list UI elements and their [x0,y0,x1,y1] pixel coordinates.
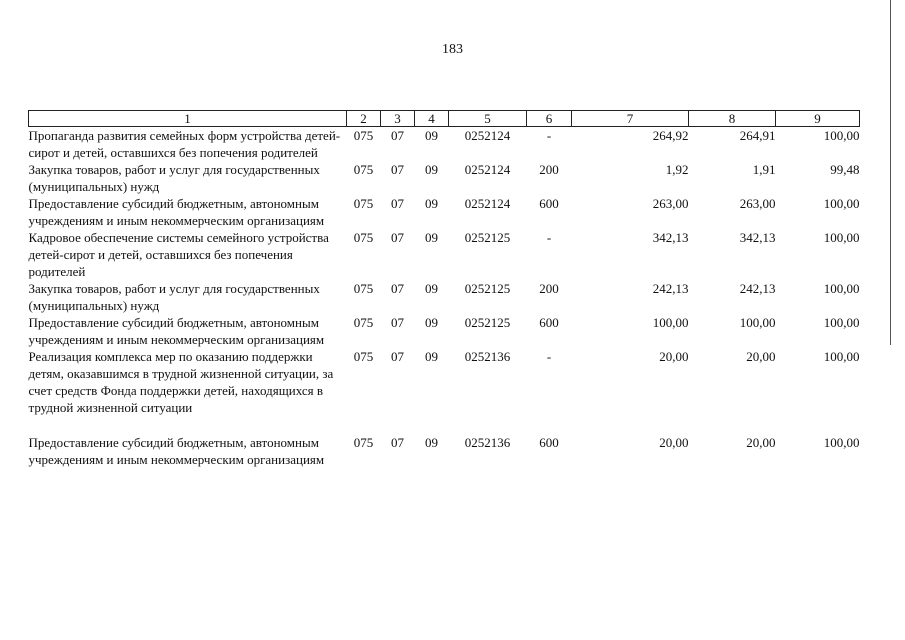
row-target-code: 0252125 [464,281,511,296]
row-subsection: 09 [425,196,438,211]
row-subsection: 09 [425,162,438,177]
header-col-3: 3 [381,111,415,127]
row-planned: 242,13 [652,281,689,296]
row-name: Пропаганда развития семейных форм устройства детей-сирот и детей, оставшихся без попечения родителей [28,128,341,160]
row-planned: 20,00 [659,435,689,450]
table-row [29,434,860,468]
row-planned: 20,00 [659,349,689,364]
row-target-code: 0252124 [464,196,511,211]
spacer-row [29,416,860,434]
row-subsection: 09 [425,315,438,330]
row-ministry-code: 075 [353,162,374,177]
row-expense-type: 600 [539,435,559,450]
row-expense-type: - [546,128,552,143]
row-section: 07 [391,128,404,143]
row-percent: 100,00 [823,128,860,143]
row-expense-type: 600 [539,315,559,330]
row-subsection: 09 [425,128,438,143]
row-target-code: 0252124 [464,162,511,177]
table-row [29,195,860,229]
row-target-code: 0252136 [464,349,511,364]
row-percent: 100,00 [823,230,860,245]
row-percent: 100,00 [823,349,860,364]
row-target-code: 0252136 [464,435,511,450]
row-planned: 264,92 [652,128,689,143]
row-name: Предоставление субсидий бюджетным, автономным учреждениям и иным некоммерческим организациям [28,315,325,347]
table-row [29,127,860,162]
row-ministry-code: 075 [353,281,374,296]
spacer-cell [29,416,860,434]
header-row [29,111,860,127]
row-executed: 20,00 [746,349,776,364]
row-ministry-code: 075 [353,230,374,245]
row-section: 07 [391,281,404,296]
table-row [29,348,860,416]
row-ministry-code: 075 [353,196,374,211]
row-percent: 100,00 [823,435,860,450]
row-executed: 1,91 [752,162,776,177]
row-subsection: 09 [425,349,438,364]
page-number: 183 [442,42,463,57]
row-subsection: 09 [425,281,438,296]
row-expense-type: - [546,230,552,245]
header-col-1: 1 [29,111,347,127]
row-name: Кадровое обеспечение системы семейного устройства детей-сирот и детей, оставшихся без попечения родителей [28,230,329,279]
row-executed: 242,13 [739,281,776,296]
header-col-7: 7 [572,111,689,127]
row-executed: 100,00 [739,315,776,330]
row-executed: 342,13 [739,230,776,245]
right-margin-rule [890,0,891,345]
table-row [29,229,860,280]
row-ministry-code: 075 [353,349,374,364]
table-row [29,280,860,314]
table-row [29,161,860,195]
row-planned: 342,13 [652,230,689,245]
row-percent: 100,00 [823,281,860,296]
row-planned: 263,00 [652,196,689,211]
row-expense-type: 200 [539,162,559,177]
row-name: Реализация комплекса мер по оказанию поддержки детям, оказавшимся в трудной жизненной ситуации, за счет средств Фонда поддержки детей, находящихся в трудной жизненной ситуации [28,349,334,415]
row-executed: 20,00 [746,435,776,450]
row-section: 07 [391,196,404,211]
row-name: Закупка товаров, работ и услуг для государственных (муниципальных) нужд [28,281,320,313]
row-name: Закупка товаров, работ и услуг для государственных (муниципальных) нужд [28,162,320,194]
header-col-8: 8 [689,111,776,127]
row-planned: 100,00 [652,315,689,330]
row-ministry-code: 075 [353,315,374,330]
row-ministry-code: 075 [353,435,374,450]
header-col-9: 9 [776,111,860,127]
row-expense-type: 600 [539,196,559,211]
row-ministry-code: 075 [353,128,374,143]
row-section: 07 [391,230,404,245]
row-percent: 100,00 [823,196,860,211]
table-row [29,314,860,348]
row-executed: 264,91 [739,128,776,143]
row-expense-type: 200 [539,281,559,296]
row-section: 07 [391,162,404,177]
row-executed: 263,00 [739,196,776,211]
row-section: 07 [391,349,404,364]
row-percent: 99,48 [830,162,860,177]
row-name: Предоставление субсидий бюджетным, автономным учреждениям и иным некоммерческим организациям [28,435,325,467]
header-col-4: 4 [415,111,449,127]
row-planned: 1,92 [665,162,689,177]
row-name: Предоставление субсидий бюджетным, автономным учреждениям и иным некоммерческим организациям [28,196,325,228]
header-col-5: 5 [449,111,527,127]
header-col-2: 2 [347,111,381,127]
row-subsection: 09 [425,435,438,450]
row-section: 07 [391,315,404,330]
row-target-code: 0252124 [464,128,511,143]
row-target-code: 0252125 [464,315,511,330]
row-percent: 100,00 [823,315,860,330]
row-expense-type: - [546,349,552,364]
row-section: 07 [391,435,404,450]
row-target-code: 0252125 [464,230,511,245]
budget-table [28,110,860,468]
row-subsection: 09 [425,230,438,245]
header-col-6: 6 [527,111,572,127]
